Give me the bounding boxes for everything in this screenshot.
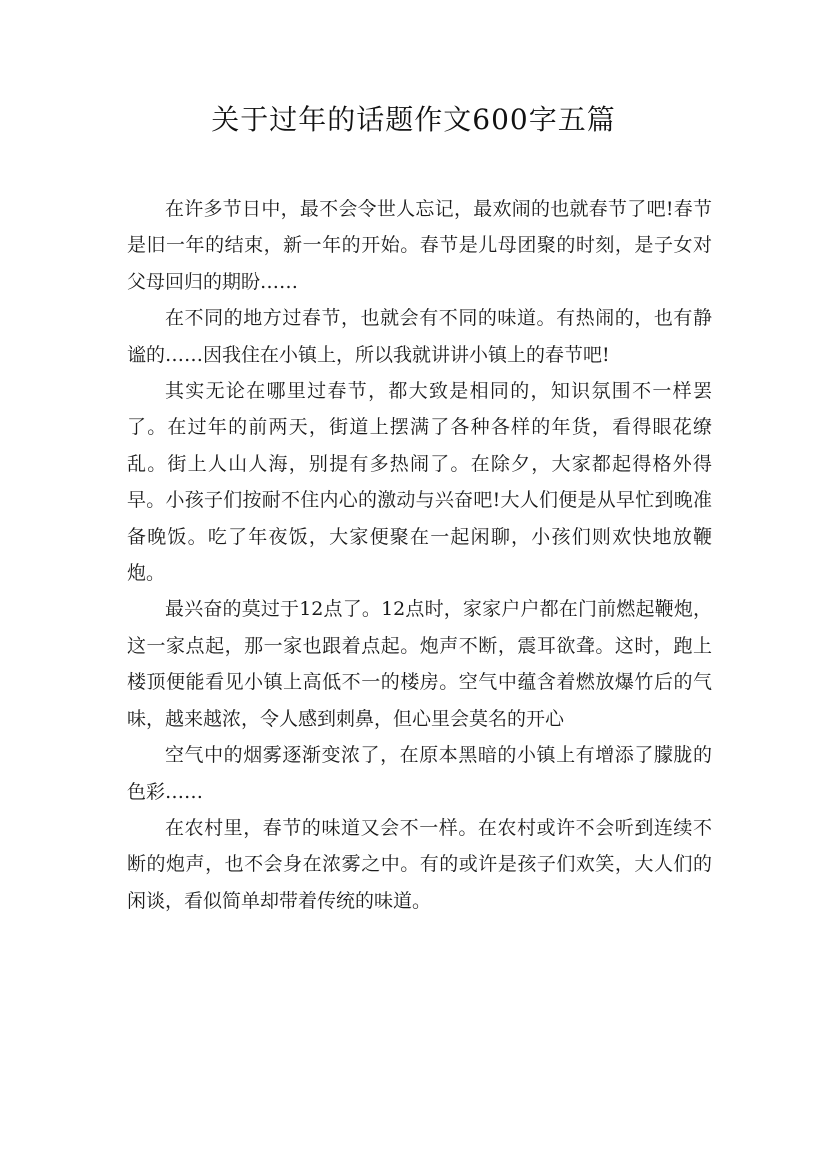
paragraph: 在农村里，春节的味道又会不一样。在农村或许不会听到连续不断的炮声，也不会身在浓雾之中。有的或许是孩子们欢笑，大人们的闲谈，看似简单却带着传统的味道。 bbox=[127, 816, 712, 912]
document-body bbox=[127, 191, 712, 919]
paragraph: 其实无论在哪里过春节，都大致是相同的，知识氛围不一样罢了。在过年的前两天，街道上摆满了各种各样的年货，看得眼花缭乱。街上人山人海，别提有多热闹了。在除夕，大家都起得格外得早。小孩子们按耐不住内心的激动与兴奋吧!大人们便是从早忙到晚准备晚饭。吃了年夜饭，大家便聚在一起闲聊，小孩们则欢快地放鞭炮。 bbox=[127, 380, 712, 585]
paragraph: 最兴奋的莫过于12点了。12点时，家家户户都在门前燃起鞭炮，这一家点起，那一家也跟着点起。炮声不断，震耳欲聋。这时，跑上楼顶便能看见小镇上高低不一的楼房。空气中蕴含着燃放爆竹后的气味，越来越浓，令人感到刺鼻，但心里会莫名的开心 bbox=[127, 598, 712, 730]
document-title: 关于过年的话题作文600字五篇 bbox=[211, 103, 616, 136]
paragraph: 空气中的烟雾逐渐变浓了，在原本黑暗的小镇上有增添了朦胧的色彩…… bbox=[127, 744, 712, 803]
paragraph: 在不同的地方过春节，也就会有不同的味道。有热闹的，也有静谧的……因我住在小镇上，所以我就讲讲小镇上的春节吧! bbox=[127, 307, 712, 366]
paragraph: 在许多节日中，最不会令世人忘记，最欢闹的也就春节了吧!春节是旧一年的结束，新一年的开始。春节是儿母团聚的时刻，是子女对父母回归的期盼…… bbox=[127, 198, 712, 293]
